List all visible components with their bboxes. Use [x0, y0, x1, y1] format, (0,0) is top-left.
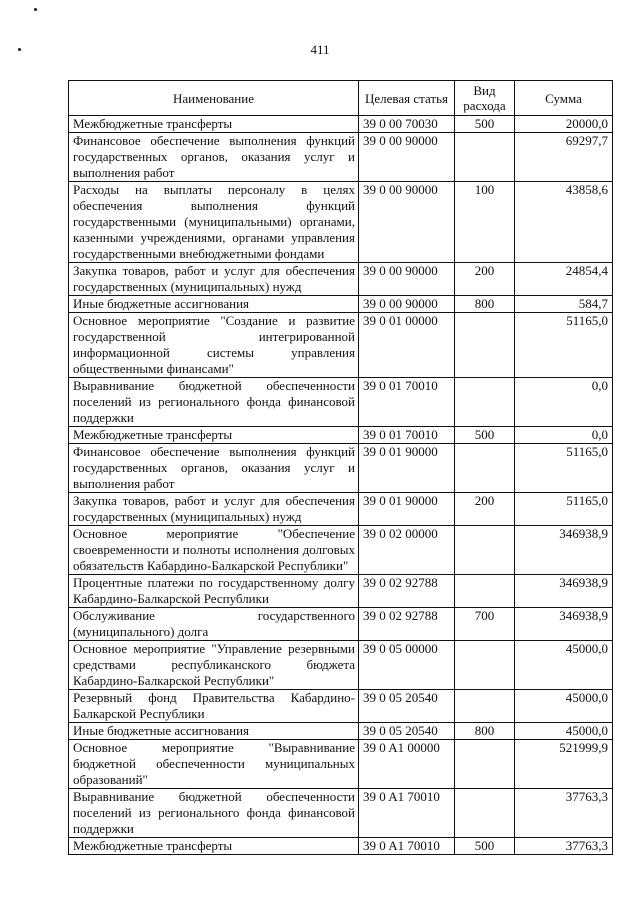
row-name: Межбюджетные трансферты: [69, 838, 359, 855]
table-row: [69, 690, 613, 723]
scan-mark: [34, 8, 37, 11]
row-sum: 346938,9: [515, 608, 613, 641]
row-name: Основное мероприятие "Создание и развитие государственной интегрированной информационной системы управления общественными финансами": [69, 313, 359, 378]
table-row: [69, 263, 613, 296]
row-sum: 0,0: [515, 427, 613, 444]
page-number: 411: [310, 42, 330, 57]
table-row: [69, 789, 613, 838]
header-name: Наименование: [69, 81, 359, 116]
row-sum: 37763,3: [515, 789, 613, 838]
row-code: 39 0 05 00000: [359, 641, 455, 690]
row-code: 39 0 01 00000: [359, 313, 455, 378]
table-row: [69, 313, 613, 378]
row-kind: [455, 133, 515, 182]
table-row: [69, 575, 613, 608]
row-code: 39 0 A1 00000: [359, 740, 455, 789]
row-name: Процентные платежи по государственному долгу Кабардино-Балкарской Республики: [69, 575, 359, 608]
row-code: 39 0 02 00000: [359, 526, 455, 575]
row-name: Резервный фонд Правительства Кабардино-Балкарской Республики: [69, 690, 359, 723]
row-kind: [455, 740, 515, 789]
row-kind: 100: [455, 182, 515, 263]
row-name: Закупка товаров, работ и услуг для обеспечения государственных (муниципальных) нужд: [69, 493, 359, 526]
table-row: [69, 723, 613, 740]
row-sum: 51165,0: [515, 444, 613, 493]
header-code: Целевая статья: [359, 81, 455, 116]
row-name: Межбюджетные трансферты: [69, 427, 359, 444]
table-row: [69, 182, 613, 263]
row-code: 39 0 00 70030: [359, 116, 455, 133]
row-code: 39 0 05 20540: [359, 690, 455, 723]
budget-table: [68, 80, 613, 855]
row-sum: 20000,0: [515, 116, 613, 133]
row-code: 39 0 A1 70010: [359, 789, 455, 838]
table-row: [69, 444, 613, 493]
row-sum: 521999,9: [515, 740, 613, 789]
table-row: [69, 133, 613, 182]
row-kind: 200: [455, 263, 515, 296]
row-kind: [455, 313, 515, 378]
row-name: Иные бюджетные ассигнования: [69, 296, 359, 313]
row-sum: 69297,7: [515, 133, 613, 182]
row-sum: 584,7: [515, 296, 613, 313]
row-name: Основное мероприятие "Выравнивание бюджетной обеспеченности муниципальных образований": [69, 740, 359, 789]
row-kind: 700: [455, 608, 515, 641]
row-kind: [455, 575, 515, 608]
row-sum: 51165,0: [515, 313, 613, 378]
row-sum: 24854,4: [515, 263, 613, 296]
row-kind: [455, 378, 515, 427]
row-sum: 346938,9: [515, 575, 613, 608]
table-row: [69, 608, 613, 641]
table-row: [69, 378, 613, 427]
row-code: 39 0 02 92788: [359, 575, 455, 608]
row-kind: [455, 641, 515, 690]
row-kind: [455, 444, 515, 493]
table-row: [69, 493, 613, 526]
header-kind: Вид расхода: [455, 81, 515, 116]
row-code: 39 0 00 90000: [359, 133, 455, 182]
row-kind: [455, 690, 515, 723]
row-name: Выравнивание бюджетной обеспеченности поселений из регионального фонда финансовой поддержки: [69, 789, 359, 838]
table-row: [69, 427, 613, 444]
table-row: [69, 526, 613, 575]
row-code: 39 0 00 90000: [359, 263, 455, 296]
row-code: 39 0 01 90000: [359, 444, 455, 493]
row-kind: 500: [455, 116, 515, 133]
row-name: Иные бюджетные ассигнования: [69, 723, 359, 740]
table-row: [69, 838, 613, 855]
row-code: 39 0 01 70010: [359, 427, 455, 444]
row-code: 39 0 A1 70010: [359, 838, 455, 855]
row-name: Выравнивание бюджетной обеспеченности поселений из регионального фонда финансовой поддержки: [69, 378, 359, 427]
row-name: Основное мероприятие "Обеспечение своевременности и полноты исполнения долговых обязательств Кабардино-Балкарской Республики": [69, 526, 359, 575]
row-name: Финансовое обеспечение выполнения функций государственных органов, оказания услуг и выполнения работ: [69, 133, 359, 182]
table-row: [69, 641, 613, 690]
row-code: 39 0 00 90000: [359, 182, 455, 263]
row-sum: 45000,0: [515, 723, 613, 740]
row-sum: 45000,0: [515, 690, 613, 723]
row-sum: 37763,3: [515, 838, 613, 855]
row-code: 39 0 05 20540: [359, 723, 455, 740]
row-name: Межбюджетные трансферты: [69, 116, 359, 133]
row-kind: [455, 789, 515, 838]
row-name: Обслуживание государственного (муниципального) долга: [69, 608, 359, 641]
row-code: 39 0 01 70010: [359, 378, 455, 427]
row-sum: 45000,0: [515, 641, 613, 690]
row-code: 39 0 01 90000: [359, 493, 455, 526]
row-kind: 800: [455, 296, 515, 313]
row-kind: 500: [455, 838, 515, 855]
row-kind: 200: [455, 493, 515, 526]
row-kind: 500: [455, 427, 515, 444]
table-header-row: [69, 81, 613, 116]
table-row: [69, 740, 613, 789]
row-code: 39 0 00 90000: [359, 296, 455, 313]
table-row: [69, 296, 613, 313]
row-code: 39 0 02 92788: [359, 608, 455, 641]
table-row: [69, 116, 613, 133]
row-name: Закупка товаров, работ и услуг для обеспечения государственных (муниципальных) нужд: [69, 263, 359, 296]
row-kind: [455, 526, 515, 575]
row-sum: 0,0: [515, 378, 613, 427]
row-name: Основное мероприятие "Управление резервными средствами республиканского бюджета Кабардино-Балкарской Республики": [69, 641, 359, 690]
row-name: Финансовое обеспечение выполнения функций государственных органов, оказания услуг и выполнения работ: [69, 444, 359, 493]
row-name: Расходы на выплаты персоналу в целях обеспечения выполнения функций государственными (муниципальными) органами, казенными учреждениями, органами управления государственными внебюджетными фондами: [69, 182, 359, 263]
row-sum: 43858,6: [515, 182, 613, 263]
row-sum: 51165,0: [515, 493, 613, 526]
row-kind: 800: [455, 723, 515, 740]
row-sum: 346938,9: [515, 526, 613, 575]
header-sum: Сумма: [515, 81, 613, 116]
